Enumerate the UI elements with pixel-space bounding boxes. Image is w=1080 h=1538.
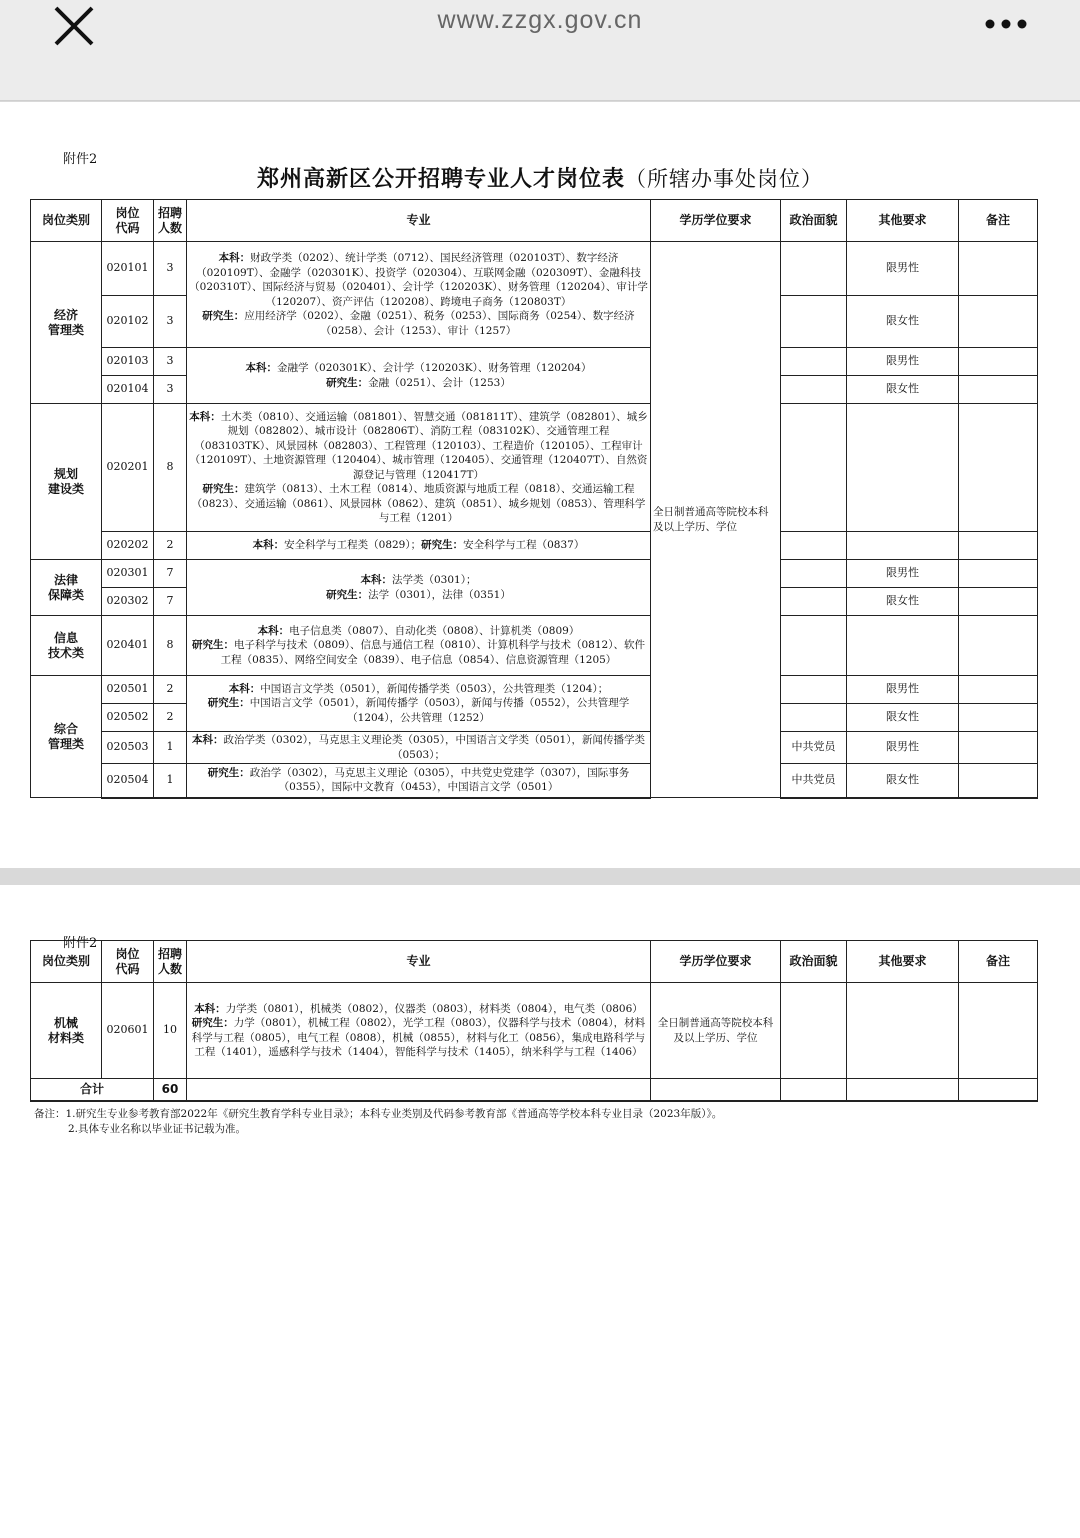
count-cell: 3 xyxy=(154,376,187,404)
political-cell xyxy=(781,296,847,348)
major-grad: 电子科学与技术（0809）、信息与通信工程（0810）、计算机科学与技术（0812）、软件工程（0835）、网络空间安全（0839）、电子信息（0854）、信息资源管理（1205） xyxy=(220,639,645,666)
remarks-cell xyxy=(959,296,1038,348)
count-cell: 1 xyxy=(154,732,187,764)
other-cell: 限男性 xyxy=(847,732,959,764)
grad-label: 研究生： xyxy=(421,539,464,552)
education-cell xyxy=(651,1079,781,1101)
header-major: 专业 xyxy=(187,200,651,242)
count-cell: 10 xyxy=(154,983,187,1079)
grad-label: 研究生： xyxy=(192,639,235,652)
table-row xyxy=(31,764,1038,798)
undergrad-label: 本科： xyxy=(245,362,278,374)
code-cell: 020202 xyxy=(102,532,154,560)
undergrad-label: 本科： xyxy=(228,682,261,695)
count-cell: 7 xyxy=(154,588,187,616)
page-title xyxy=(0,162,1080,193)
total-row xyxy=(31,1079,1038,1101)
header-count: 招聘 人数 xyxy=(154,200,187,242)
major-cell xyxy=(187,983,651,1079)
code-cell: 020102 xyxy=(102,296,154,348)
header-education: 学历学位要求 xyxy=(651,941,781,983)
other-cell xyxy=(847,616,959,676)
table-row xyxy=(31,404,1038,532)
other-cell xyxy=(847,404,959,532)
major-grad: 中国语言文学（0501），新闻传播学（0503），新闻与传播（0552），公共管理学（1204），公共管理（1252） xyxy=(249,697,630,724)
code-cell: 020601 xyxy=(102,983,154,1079)
remarks-cell xyxy=(959,616,1038,676)
code-cell: 020503 xyxy=(102,732,154,764)
count-cell: 8 xyxy=(154,404,187,532)
political-cell xyxy=(781,704,847,732)
grad-label: 研究生： xyxy=(202,310,245,322)
other-cell xyxy=(847,983,959,1079)
category-cell: 规划 建设类 xyxy=(31,404,102,560)
header-row xyxy=(31,200,1038,242)
header-political: 政治面貌 xyxy=(781,941,847,983)
header-major: 专业 xyxy=(187,941,651,983)
positions-table-continued xyxy=(30,940,1038,1102)
other-cell: 限女性 xyxy=(847,588,959,616)
major-undergrad: 法学类（0301）； xyxy=(392,574,477,586)
major-cell xyxy=(187,1079,651,1101)
other-cell: 限女性 xyxy=(847,764,959,798)
major-undergrad: 安全科学与工程类（0829）； xyxy=(284,539,422,552)
header-education: 学历学位要求 xyxy=(651,200,781,242)
document-page-2 xyxy=(0,885,1080,1538)
other-cell: 限男性 xyxy=(847,676,959,704)
title-sub: （所辖办事处岗位） xyxy=(625,167,823,191)
major-grad: 力学（0801），机械工程（0802），光学工程（0803），仪器科学与技术（0804），材料科学与工程（0805），电气工程（0808），机械（0855），材料与化工（0856），集成电路科学与工程（1401），遥感科学与技术（1404），智能科学与技术（1405），纳米科学与工程（1406） xyxy=(191,1017,646,1058)
remarks-cell xyxy=(959,532,1038,560)
count-cell: 3 xyxy=(154,348,187,376)
major-grad: 政治学（0302），马克思主义理论（0305），中共党史党建学（0307），国际事务（0355），国际中文教育（0453），中国语言文学（0501） xyxy=(249,766,630,794)
grad-label: 研究生： xyxy=(202,483,245,495)
annex-label: 附件2 xyxy=(63,936,98,951)
political-cell xyxy=(781,560,847,588)
other-cell: 限男性 xyxy=(847,348,959,376)
remarks-cell xyxy=(959,242,1038,296)
remarks-cell xyxy=(959,588,1038,616)
major-grad: 应用经济学（0202）、金融（0251）、税务（0253）、国际商务（0254）、数字经济（0258）、会计（1253）、审计（1257） xyxy=(244,310,635,337)
major-undergrad: 金融学（020301K）、会计学（120203K）、财务管理（120204） xyxy=(277,362,592,374)
count-cell: 8 xyxy=(154,616,187,676)
undergrad-label: 本科： xyxy=(192,734,224,746)
other-cell xyxy=(847,532,959,560)
major-grad: 法学（0301），法律（0351） xyxy=(368,588,511,601)
undergrad-label: 本科： xyxy=(218,252,251,264)
code-cell: 020201 xyxy=(102,404,154,532)
browser-toolbar xyxy=(0,0,1080,101)
remarks-cell xyxy=(959,560,1038,588)
code-cell: 020504 xyxy=(102,764,154,798)
code-cell: 020103 xyxy=(102,348,154,376)
grad-label: 研究生： xyxy=(191,1017,234,1029)
header-category: 岗位类别 xyxy=(31,200,102,242)
header-count: 招聘 人数 xyxy=(154,941,187,983)
header-code: 岗位 代码 xyxy=(102,941,154,983)
remarks-cell xyxy=(959,704,1038,732)
count-cell: 2 xyxy=(154,704,187,732)
grad-label: 研究生： xyxy=(326,376,369,389)
major-cell xyxy=(187,560,651,616)
undergrad-label: 本科： xyxy=(189,410,221,423)
category-cell: 信息 技术类 xyxy=(31,616,102,676)
category-cell: 机械 材料类 xyxy=(31,983,102,1079)
political-cell xyxy=(781,532,847,560)
table-row xyxy=(31,732,1038,764)
count-cell: 3 xyxy=(154,242,187,296)
footnotes xyxy=(34,1107,722,1137)
education-cell: 全日制普通高等院校本科及以上学历、学位 xyxy=(651,242,781,798)
code-cell: 020101 xyxy=(102,242,154,296)
url-label[interactable]: www.zzgx.gov.cn xyxy=(437,6,643,34)
table-row xyxy=(31,532,1038,560)
table-row xyxy=(31,242,1038,296)
code-cell: 020104 xyxy=(102,376,154,404)
major-cell xyxy=(187,532,651,560)
footnote-2: 2.具体专业名称以毕业证书记载为准。 xyxy=(68,1123,247,1135)
table-row xyxy=(31,348,1038,376)
grad-label: 研究生： xyxy=(326,588,369,601)
table-row xyxy=(31,560,1038,588)
major-undergrad: 政治学类（0302），马克思主义理论类（0305），中国语言文学类（0501），新闻传播学类（0503）； xyxy=(223,734,645,761)
remarks-cell xyxy=(959,1079,1038,1101)
undergrad-label: 本科： xyxy=(360,574,392,586)
remarks-cell xyxy=(959,676,1038,704)
remarks-cell xyxy=(959,764,1038,798)
header-row xyxy=(31,941,1038,983)
major-cell xyxy=(187,616,651,676)
undergrad-label: 本科： xyxy=(257,624,290,637)
other-cell: 限女性 xyxy=(847,296,959,348)
other-cell: 限男性 xyxy=(847,242,959,296)
code-cell: 020502 xyxy=(102,704,154,732)
total-label: 合计 xyxy=(31,1079,154,1101)
code-cell: 020501 xyxy=(102,676,154,704)
remarks-cell xyxy=(959,732,1038,764)
annex-label: 附件2 xyxy=(63,152,98,167)
other-cell: 限男性 xyxy=(847,560,959,588)
political-cell xyxy=(781,1079,847,1101)
major-cell xyxy=(187,676,651,732)
remarks-cell xyxy=(959,983,1038,1079)
major-undergrad: 力学类（0801），机械类（0802），仪器类（0803），材料类（0804），电气类（0806） xyxy=(225,1002,643,1015)
political-cell xyxy=(781,348,847,376)
table-row xyxy=(31,676,1038,704)
table-row xyxy=(31,983,1038,1079)
category-cell: 综合 管理类 xyxy=(31,676,102,798)
remarks-cell xyxy=(959,348,1038,376)
grad-label: 研究生： xyxy=(207,697,250,710)
code-cell: 020301 xyxy=(102,560,154,588)
code-cell: 020302 xyxy=(102,588,154,616)
major-undergrad: 电子信息类（0807）、自动化类（0808）、计算机类（0809） xyxy=(289,624,580,637)
title-main: 郑州高新区公开招聘专业人才岗位表 xyxy=(256,166,625,192)
political-cell xyxy=(781,404,847,532)
political-cell xyxy=(781,376,847,404)
count-cell: 7 xyxy=(154,560,187,588)
header-other: 其他要求 xyxy=(847,200,959,242)
header-code: 岗位 代码 xyxy=(102,200,154,242)
political-cell xyxy=(781,616,847,676)
header-remarks: 备注 xyxy=(959,941,1038,983)
header-other: 其他要求 xyxy=(847,941,959,983)
political-cell xyxy=(781,242,847,296)
code-cell: 020401 xyxy=(102,616,154,676)
positions-table xyxy=(30,199,1038,799)
other-cell: 限女性 xyxy=(847,376,959,404)
major-grad: 建筑学（0813）、土木工程（0814）、地质资源与地质工程（0818）、交通运输工程（0823）、交通运输（0861）、风景园林（0862）、建筑（0851）、城乡规划（0853）、管理科学与工程（1201） xyxy=(191,483,646,524)
major-undergrad: 财政学类（0202）、统计学类（0712）、国民经济管理（020103T）、数字经济（020109T）、金融学（020301K）、投资学（020304）、互联网金融（020309T）、金融科技（020310T）、国际经济与贸易（020401）、会计学（120203K）、财务管理（120204）、审计学（120207）、资产评估（120208）、跨境电子商务（120803T） xyxy=(189,252,648,308)
major-cell xyxy=(187,764,651,798)
political-cell xyxy=(781,676,847,704)
document-page-1 xyxy=(0,102,1080,868)
more-options-icon[interactable] xyxy=(984,18,1028,30)
header-political: 政治面貌 xyxy=(781,200,847,242)
political-cell: 中共党员 xyxy=(781,764,847,798)
remarks-cell xyxy=(959,376,1038,404)
major-undergrad: 土木类（0810）、交通运输（081801）、智慧交通（081811T）、建筑学（082801）、城乡规划（082802）、城市设计（082806T）、消防工程（083102K）、交通管理工程（083103TK）、风景园林（082803）、工程管理（120103）、工程造价（120105）、工程审计（120109T）、土地资源管理（120404）、城市管理（120405）、交通管理（120407T）、自然资源登记与管理（120417T） xyxy=(189,410,648,481)
political-cell xyxy=(781,983,847,1079)
header-remarks: 备注 xyxy=(959,200,1038,242)
major-grad: 金融（0251）、会计（1253） xyxy=(368,376,511,389)
count-cell: 1 xyxy=(154,764,187,798)
grad-label: 研究生： xyxy=(207,766,250,779)
political-cell: 中共党员 xyxy=(781,732,847,764)
major-cell xyxy=(187,404,651,532)
undergrad-label: 本科： xyxy=(194,1002,226,1015)
header-category: 岗位类别 xyxy=(31,941,102,983)
count-cell: 3 xyxy=(154,296,187,348)
education-cell: 全日制普通高等院校本科及以上学历、学位 xyxy=(651,983,781,1079)
major-undergrad: 中国语言文学类（0501），新闻传播学类（0503），公共管理类（1204）； xyxy=(260,682,609,695)
political-cell xyxy=(781,588,847,616)
major-grad: 安全科学与工程（0837） xyxy=(463,539,585,552)
total-value: 60 xyxy=(154,1079,187,1101)
category-cell: 法律 保障类 xyxy=(31,560,102,616)
other-cell xyxy=(847,1079,959,1101)
remarks-cell xyxy=(959,404,1038,532)
footnote-1: 备注：1.研究生专业参考教育部2022年《研究生教育学科专业目录》；本科专业类别及代码参考教育部《普通高等学校本科专业目录（2023年版）》。 xyxy=(34,1108,723,1120)
count-cell: 2 xyxy=(154,532,187,560)
major-cell xyxy=(187,732,651,764)
table-row xyxy=(31,616,1038,676)
major-cell xyxy=(187,348,651,404)
category-cell: 经济 管理类 xyxy=(31,242,102,404)
other-cell: 限女性 xyxy=(847,704,959,732)
major-cell xyxy=(187,242,651,348)
undergrad-label: 本科： xyxy=(252,539,285,552)
count-cell: 2 xyxy=(154,676,187,704)
